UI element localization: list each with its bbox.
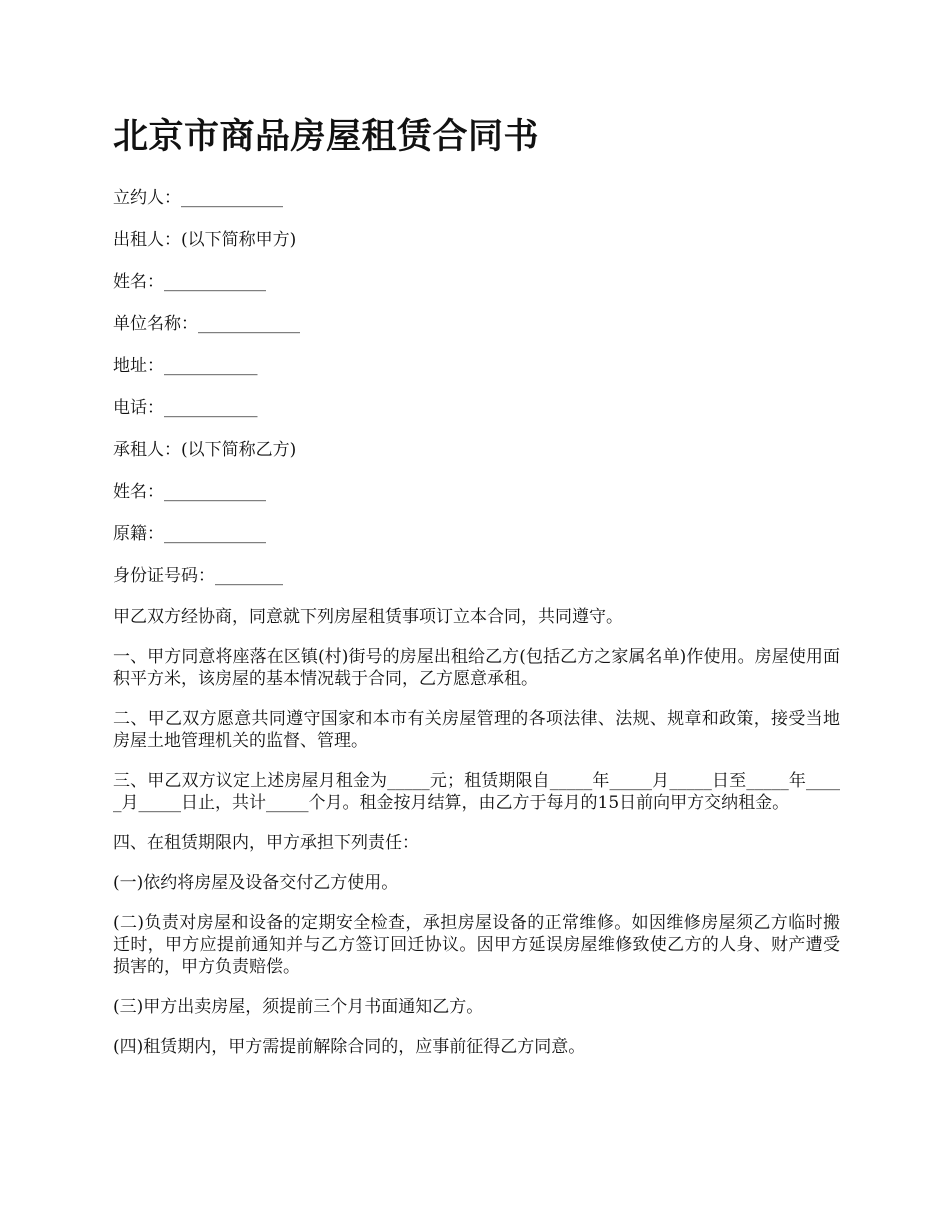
field-signatory: 立约人：____________ [113, 188, 283, 208]
field-lessor-address: 地址：___________ [113, 356, 258, 376]
field-lessee: 承租人：(以下简称乙方) [113, 440, 297, 460]
field-lessor-name: 姓名：____________ [113, 272, 266, 292]
field-lessor-company: 单位名称：____________ [113, 314, 300, 334]
field-lessor-phone: 电话：___________ [113, 398, 258, 418]
paragraph-clause-4: 四、在租赁期限内，甲方承担下列责任： [113, 833, 419, 853]
field-lessee-origin: 原籍：____________ [113, 524, 266, 544]
paragraph-item-1: (一)依约将房屋及设备交付乙方使用。 [113, 873, 399, 893]
paragraph-clause-3: 三、甲乙双方议定上述房屋月租金为_____元；租赁期限自_____年_____月_____日至_____年_____月_____日止，共计_____个月。租金按月结算，由乙方于每月的15日前向甲方交纳租金。 [113, 771, 840, 813]
field-lessor: 出租人：(以下简称甲方) [113, 230, 297, 250]
paragraph-item-2: (二)负责对房屋和设备的定期安全检查，承担房屋设备的正常维修。如因维修房屋须乙方临时搬迁时，甲方应提前通知并与乙方签订回迁协议。因甲方延误房屋维修致使乙方的人身、财产遭受损害的，甲方负责赔偿。 [113, 913, 840, 977]
paragraph-item-3: (三)甲方出卖房屋，须提前三个月书面通知乙方。 [113, 997, 484, 1017]
paragraph-preamble: 甲乙双方经协商，同意就下列房屋租赁事项订立本合同，共同遵守。 [113, 607, 623, 627]
document-title: 北京市商品房屋租赁合同书 [113, 117, 540, 157]
document-page [113, 108, 840, 1076]
paragraph-item-4: (四)租赁期内，甲方需提前解除合同的，应事前征得乙方同意。 [113, 1037, 586, 1057]
paragraph-clause-1: 一、甲方同意将座落在区镇(村)街号的房屋出租给乙方(包括乙方之家属名单)作使用。房屋使用面积平方米，该房屋的基本情况载于合同，乙方愿意承租。 [113, 647, 840, 689]
field-lessee-name: 姓名：____________ [113, 482, 266, 502]
field-lessee-id-number: 身份证号码：________ [113, 566, 283, 586]
paragraph-clause-2: 二、甲乙双方愿意共同遵守国家和本市有关房屋管理的各项法律、法规、规章和政策，接受当地房屋土地管理机关的监督、管理。 [113, 709, 840, 751]
